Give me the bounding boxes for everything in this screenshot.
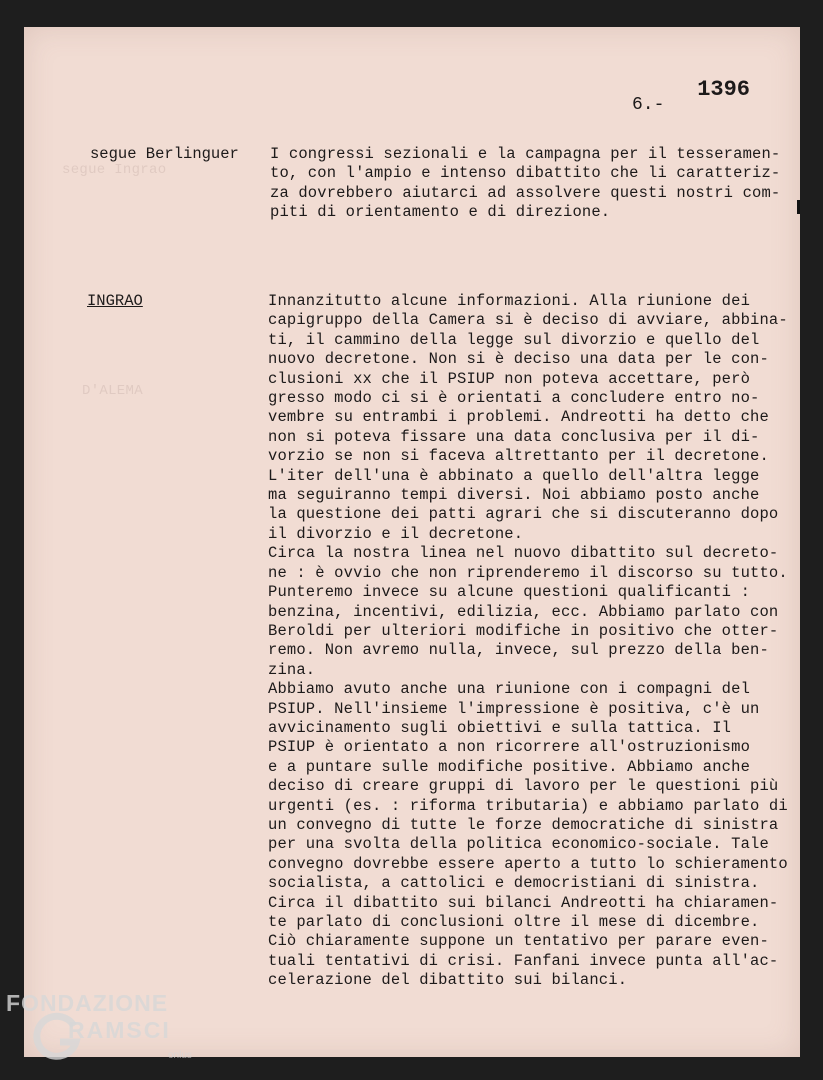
text-line: to, con l'ampio e intenso dibattito che li caratteriz-: [270, 164, 781, 183]
text-line: te parlato di conclusioni oltre il mese di dicembre.: [268, 913, 760, 931]
binding-mark: [797, 200, 800, 214]
text-line: convegno dovrebbe essere aperto a tutto lo schieramento: [268, 854, 788, 873]
text-line: la questione dei patti agrari che si discuteranno dopo: [268, 505, 779, 524]
text-line: Circa il dibattito sui bilanci Andreotti ha chiaramen-: [268, 893, 779, 912]
text-line: Beroldi per ulteriori modifiche in positivo che otter-: [268, 621, 779, 640]
text-line: il divorzio e il decretone.: [268, 524, 524, 543]
watermark-suffix: onlus: [168, 1050, 192, 1061]
text-line: avvicinamento sugli obiettivi e sulla tattica. Il: [268, 718, 732, 737]
text-line: e a puntare sulle modifiche positive. Abbiamo anche: [268, 757, 751, 776]
text-line: nuovo decretone. Non si è deciso una data per le con-: [268, 350, 769, 369]
text-line: un convegno di tutte le forze democratiche di sinistra: [268, 815, 779, 834]
text-line: tuali tentativi di crisi. Fanfani invece punta all'ac-: [268, 951, 779, 970]
text-line: Circa la nostra linea nel nuovo dibattito sul decreto-: [268, 544, 779, 563]
text-line: gresso modo ci si è orientati a concludere entro no-: [268, 389, 760, 408]
text-line: vorzio se non si faceva altrettanto per il decretone.: [268, 447, 769, 466]
speech-paragraph: [268, 292, 788, 991]
speaker-label: INGRAO: [87, 292, 143, 310]
text-line: urgenti (es. : riforma tributaria) e abbiamo parlato di: [268, 796, 788, 815]
bleed-through-text: D'ALEMA: [82, 383, 143, 399]
text-line: remo. Non avremo nulla, invece, sul prezzo della ben-: [268, 641, 769, 660]
speech-paragraph: [270, 145, 780, 223]
archive-watermark: [0, 990, 220, 1080]
document-page: [24, 27, 800, 1057]
text-line: ne : è ovvio che non riprenderemo il discorso su tutto.: [268, 563, 788, 582]
text-line: vembre su entrambi i problemi. Andreotti ha detto che: [268, 408, 769, 427]
text-line: non si poteva fissare una data conclusiva per il di-: [268, 427, 760, 446]
text-line: Innanzitutto alcune informazioni. Alla riunione dei: [268, 292, 751, 310]
text-line: Ciò chiaramente suppone un tentativo per parare even-: [268, 932, 769, 951]
text-line: zina.: [268, 660, 316, 679]
text-line: za dovrebbero aiutarci ad assolvere questi nostri com-: [270, 183, 781, 202]
text-line: Punteremo invece su alcune questioni qualificanti :: [268, 583, 751, 602]
text-line: per una svolta della politica economico-sociale. Tale: [268, 835, 769, 854]
text-line: I congressi sezionali e la campagna per il tesseramen-: [270, 145, 781, 163]
watermark-line1: FONDAZIONE: [6, 990, 169, 1016]
text-line: clusioni xx che il PSIUP non poteva accettare, però: [268, 369, 751, 388]
text-line: Abbiamo avuto anche una riunione con i compagni del: [268, 680, 751, 699]
text-line: capigruppo della Camera si è deciso di avviare, abbina-: [268, 311, 788, 330]
text-line: benzina, incentivi, edilizia, ecc. Abbiamo parlato con: [268, 602, 779, 621]
text-line: PSIUP è orientato a non ricorrere all'ostruzionismo: [268, 738, 751, 757]
text-line: L'iter dell'una è abbinato a quello dell'altra legge: [268, 466, 760, 485]
page-section: 6.-: [632, 95, 665, 115]
text-line: deciso di creare gruppi di lavoro per le questioni più: [268, 777, 779, 796]
text-line: ti, il cammino della legge sul divorzio e quello del: [268, 330, 760, 349]
text-line: piti di orientamento e di direzione.: [270, 203, 611, 222]
text-line: celerazione del dibattito sui bilanci.: [268, 971, 628, 990]
bleed-through-text: segue Ingrao: [62, 162, 167, 178]
watermark-line2: RAMSCI: [68, 1017, 171, 1043]
page-number: 1396: [697, 77, 750, 102]
text-line: ma seguiranno tempi diversi. Noi abbiamo posto anche: [268, 486, 760, 505]
text-line: PSIUP. Nell'insieme l'impressione è positiva, c'è un: [268, 699, 760, 718]
speaker-label: segue Berlinguer: [90, 145, 239, 163]
text-line: socialista, a cattolici e democristiani di sinistra.: [268, 874, 760, 893]
